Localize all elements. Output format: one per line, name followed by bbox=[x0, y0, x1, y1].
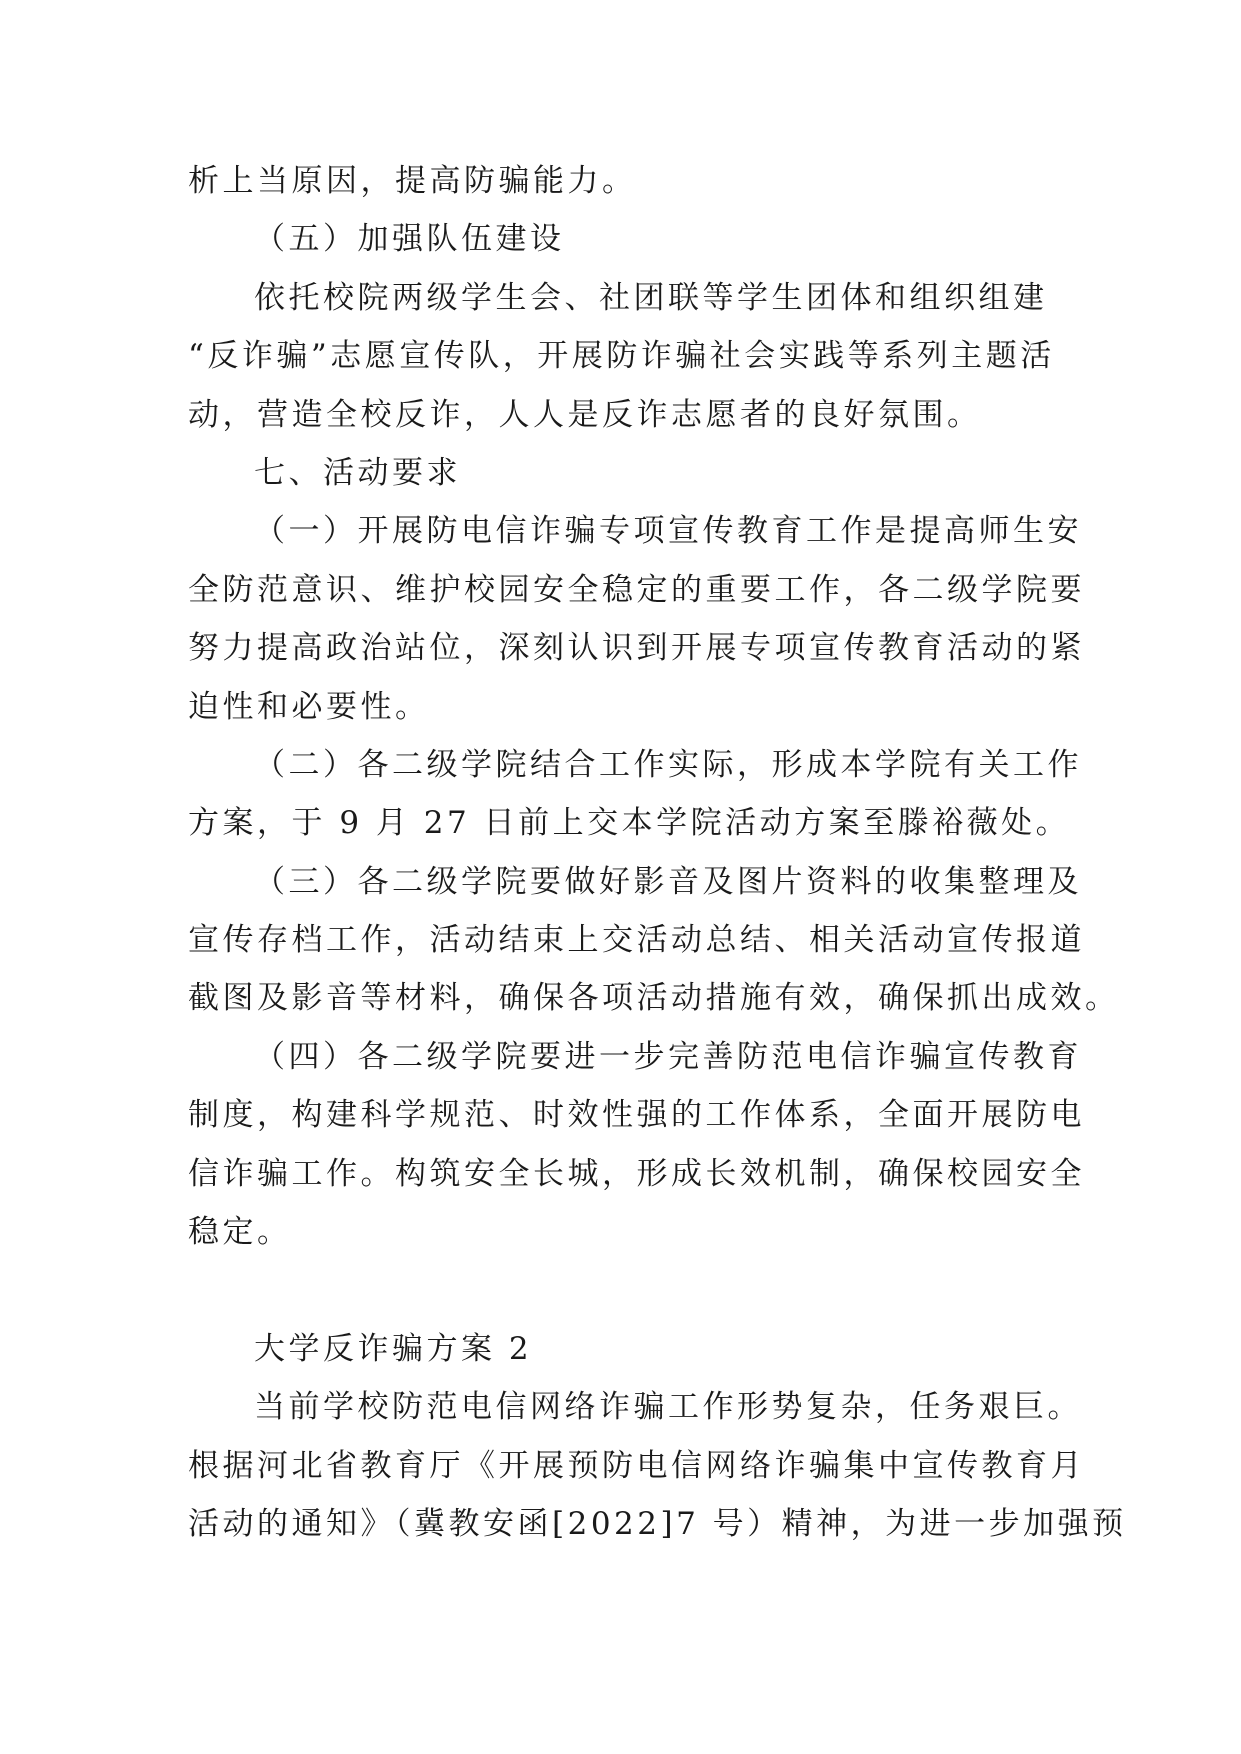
paragraph-gap bbox=[188, 1261, 1068, 1319]
text-line: 制度，构建科学规范、时效性强的工作体系，全面开展防电 bbox=[188, 1097, 1085, 1134]
text-line: 稳定。 bbox=[188, 1214, 292, 1251]
text-line: 活动的通知》（冀教安函[2022]7 号）精神，为进一步加强预 bbox=[188, 1505, 1127, 1542]
text-line: “反诈骗”志愿宣传队，开展防诈骗社会实践等系列主题活 bbox=[188, 338, 1055, 375]
text-line: 方案，于 9 月 27 日前上交本学院活动方案至滕裕薇处。 bbox=[188, 805, 1071, 842]
text-line: （一）开展防电信诈骗专项宣传教育工作是提高师生安 bbox=[254, 513, 1082, 550]
text-line: 迫性和必要性。 bbox=[188, 688, 430, 725]
text-line: 宣传存档工作，活动结束上交活动总结、相关活动宣传报道 bbox=[188, 922, 1085, 959]
text-line: 信诈骗工作。构筑安全长城，形成长效机制，确保校园安全 bbox=[188, 1155, 1085, 1192]
section-heading: （五）加强队伍建设 bbox=[254, 221, 565, 258]
text-line: （二）各二级学院结合工作实际，形成本学院有关工作 bbox=[254, 746, 1082, 783]
text-line: 当前学校防范电信网络诈骗工作形势复杂，任务艰巨。 bbox=[254, 1389, 1082, 1426]
text-line: 动，营造全校反诈，人人是反诈志愿者的良好氛围。 bbox=[188, 396, 982, 433]
text-line: 析上当原因，提高防骗能力。 bbox=[188, 163, 637, 199]
text-line: 根据河北省教育厅《开展预防电信网络诈骗集中宣传教育月 bbox=[188, 1447, 1085, 1484]
section-heading: 七、活动要求 bbox=[254, 454, 461, 491]
text-line: 努力提高政治站位，深刻认识到开展专项宣传教育活动的紧 bbox=[188, 630, 1085, 667]
text-line: （三）各二级学院要做好影音及图片资料的收集整理及 bbox=[254, 863, 1082, 900]
text-line: 截图及影音等材料，确保各项活动措施有效，确保抓出成效。 bbox=[188, 980, 1120, 1017]
document-subtitle: 大学反诈骗方案 2 bbox=[254, 1330, 533, 1367]
text-line: 全防范意识、维护校园安全稳定的重要工作，各二级学院要 bbox=[188, 571, 1085, 608]
document-body bbox=[188, 152, 1127, 1553]
text-line: 依托校院两级学生会、社团联等学生团体和组织组建 bbox=[254, 279, 1048, 316]
text-line: （四）各二级学院要进一步完善防范电信诈骗宣传教育 bbox=[254, 1038, 1082, 1075]
